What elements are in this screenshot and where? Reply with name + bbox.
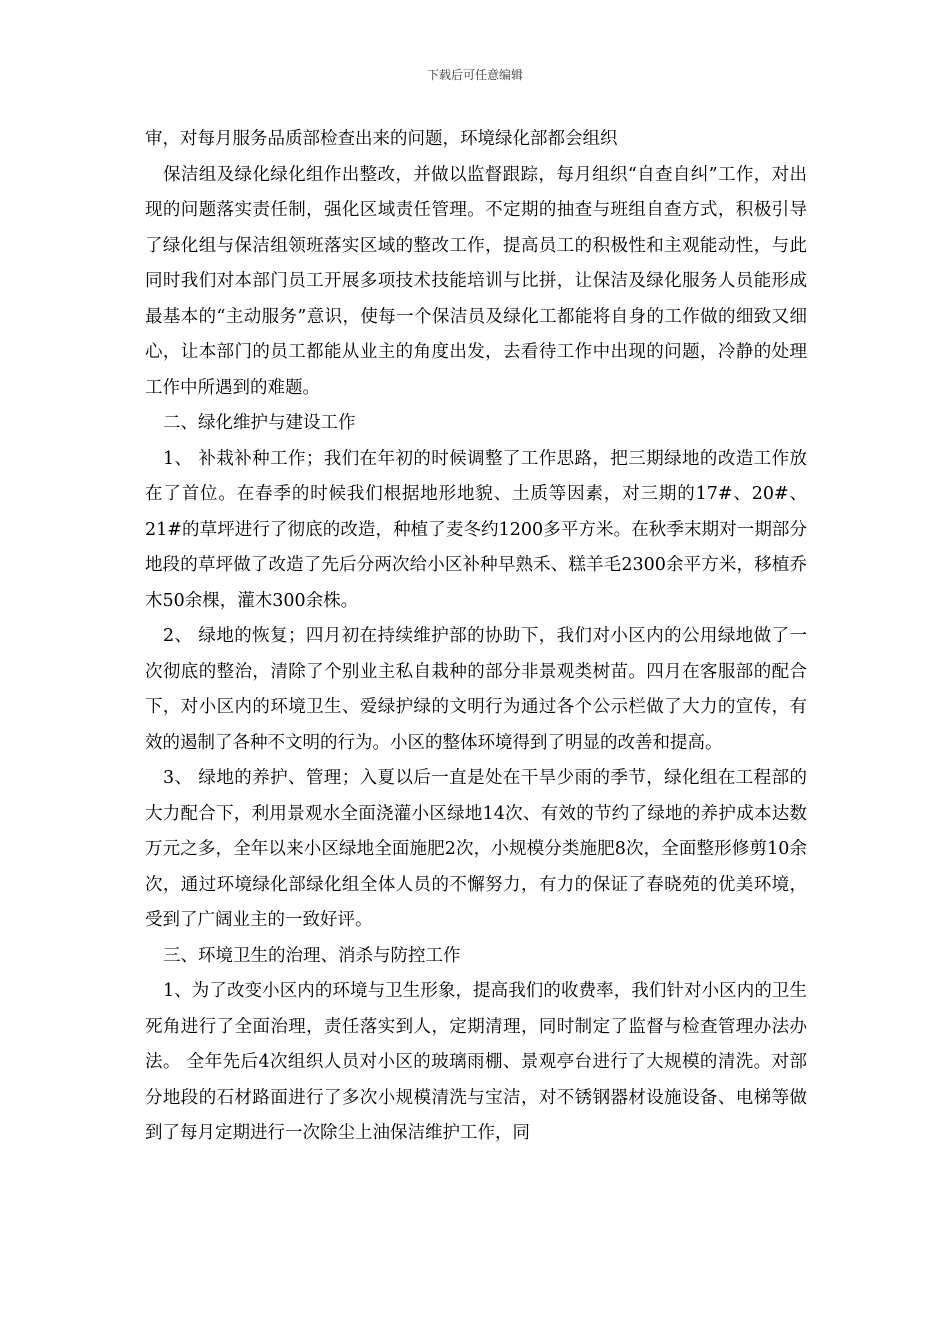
section-heading-sanitation: 三、环境卫生的治理、消杀与防控工作 bbox=[163, 945, 461, 966]
paragraph-green-restoration: 2、 绿地的恢复；四月初在持续维护部的协助下，我们对小区内的公用绿地做了一次彻底的整治，清除了个别业主私自栽种的部分非景观类树苗。四月在客服部的配合下，对小区内的环境卫生、爱绿护绿的文明行为通过各个公示栏做了大力的宣传，有效的遏制了各种不文明的行为。小区的整体环境得到了明显的改善和提高。 bbox=[145, 626, 807, 753]
page-header: 下载后可任意编辑 bbox=[426, 68, 523, 82]
paragraph-replanting: 1、 补栽补种工作；我们在年初的时候调整了工作思路，把三期绿地的改造工作放在了首位。在春季的时候我们根据地形地貌、土质等因素，对三期的17#、20#、21#的草坪进行了彻底的改造，种植了麦冬约1200多平方米。在秋季末期对一期部分地段的草坪做了改造了先后分两次给小区补种早熟禾、糕羊毛2300余平方米，移植乔木50余棵，灌木300余株。 bbox=[145, 448, 807, 611]
paragraph-green-maintenance: 3、 绿地的养护、管理；入夏以后一直是处在干旱少雨的季节，绿化组在工程部的大力配合下，利用景观水全面浇灌小区绿地14次、有效的节约了绿地的养护成本达数万元之多，全年以来小区绿地全面施肥2次，小规模分类施肥8次，全面整形修剪10余次，通过环境绿化部绿化组全体人员的不懈努力，有力的保证了春晓苑的优美环境，受到了广阔业主的一致好评。 bbox=[145, 768, 807, 930]
section-heading-greening: 二、绿化维护与建设工作 bbox=[163, 413, 356, 433]
paragraph-2: 保洁组及绿化绿化组作出整改，并做以监督跟踪，每月组织“自查自纠”工作，对出现的问题落实责任制，强化区域责任管理。不定期的抽查与班组自查方式，积极引导了绿化组与保洁组领班落实区域的整改工作，提高员工的积极性和主观能动性，与此同时我们对本部门员工开展多项技术技能培训与比拼，让保洁及绿化服务人员能形成最基本的“主动服务”意识，使每一个保洁员及绿化工都能将自身的工作做的细致又细心，让本部门的员工都能从业主的角度出发，去看待工作中出现的问题，冷静的处理工作中所遇到的难题。 bbox=[145, 164, 807, 398]
paragraph-1: 审，对每月服务品质部检查出来的问题，环境绿化部都会组织 bbox=[145, 129, 618, 149]
document-body bbox=[145, 122, 807, 1152]
paragraph-sanitation: 1、为了改变小区内的环境与卫生形象，提高我们的收费率，我们针对小区内的卫生死角进行了全面治理，责任落实到人，定期清理，同时制定了监督与检查管理办法办法。 全年先后4次组织人员对小区的玻璃雨棚、景观亭台进行了大规模的清洗。对部分地段的石材路面进行了多次小规模清洗与宝洁，对不锈钢器材设施设备、电梯等做到了每月定期进行一次除尘上油保洁维护工作，同 bbox=[145, 981, 807, 1143]
